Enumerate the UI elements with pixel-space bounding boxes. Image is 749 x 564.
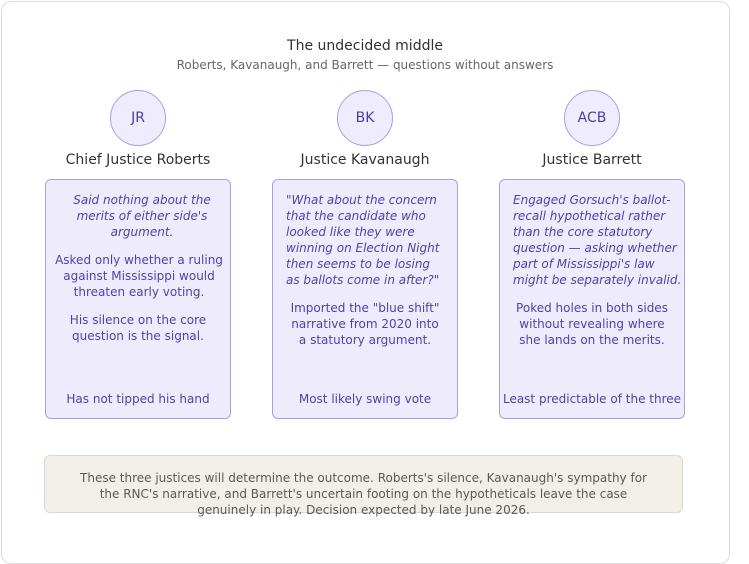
diagram-subtitle: Roberts, Kavanaugh, and Barrett — questions without answers — [176, 58, 554, 72]
avatar — [564, 90, 620, 146]
justice-verdict: Has not tipped his hand — [66, 392, 210, 406]
justice-verdict: Most likely swing vote — [298, 392, 432, 406]
justice-name: Justice Barrett — [542, 152, 642, 168]
justice-verdict: Least predictable of the three — [502, 392, 682, 406]
justice-card — [499, 179, 685, 419]
justice-note: His silence on the core question is the signal. — [69, 313, 207, 343]
justice-note: Asked only whether a ruling against Mississippi would threaten early voting. — [55, 253, 223, 299]
justice-card — [272, 179, 458, 419]
justice-note: Poked holes in both sides without revealing where she lands on the merits. — [516, 301, 668, 347]
summary-box — [44, 455, 683, 517]
justice-name: Chief Justice Roberts — [65, 152, 211, 168]
justice-quote: "What about the concern that the candidate who looked like they were winning on Election Night then seems to be losing as ballots come in after?" — [286, 193, 440, 287]
avatar — [337, 90, 393, 146]
justice-quote: Engaged Gorsuch's ballot-recall hypothetical rather than the core statutory question — asking whether part of Mississippi's law might be separately invalid. — [513, 193, 682, 287]
justice-note: Imported the "blue shift" narrative from 2020 into a statutory argument. — [290, 301, 440, 347]
justice-name: Justice Kavanaugh — [300, 152, 430, 168]
avatar — [110, 90, 166, 146]
avatar-initials: BK — [355, 110, 375, 126]
summary-text: These three justices will determine the outcome. Roberts's silence, Kavanaugh's sympathy for the RNC's narrative, and Barrett's uncertain footing on the hypotheticals leave the case genuinely in play. Decision expected by late June 2026. — [80, 471, 647, 517]
avatar-initials: ACB — [577, 110, 607, 126]
diagram-title: The undecided middle — [287, 38, 443, 54]
avatar-initials: JR — [131, 110, 145, 126]
justice-card — [45, 179, 231, 419]
justice-quote: Said nothing about the merits of either side's argument. — [73, 193, 211, 239]
